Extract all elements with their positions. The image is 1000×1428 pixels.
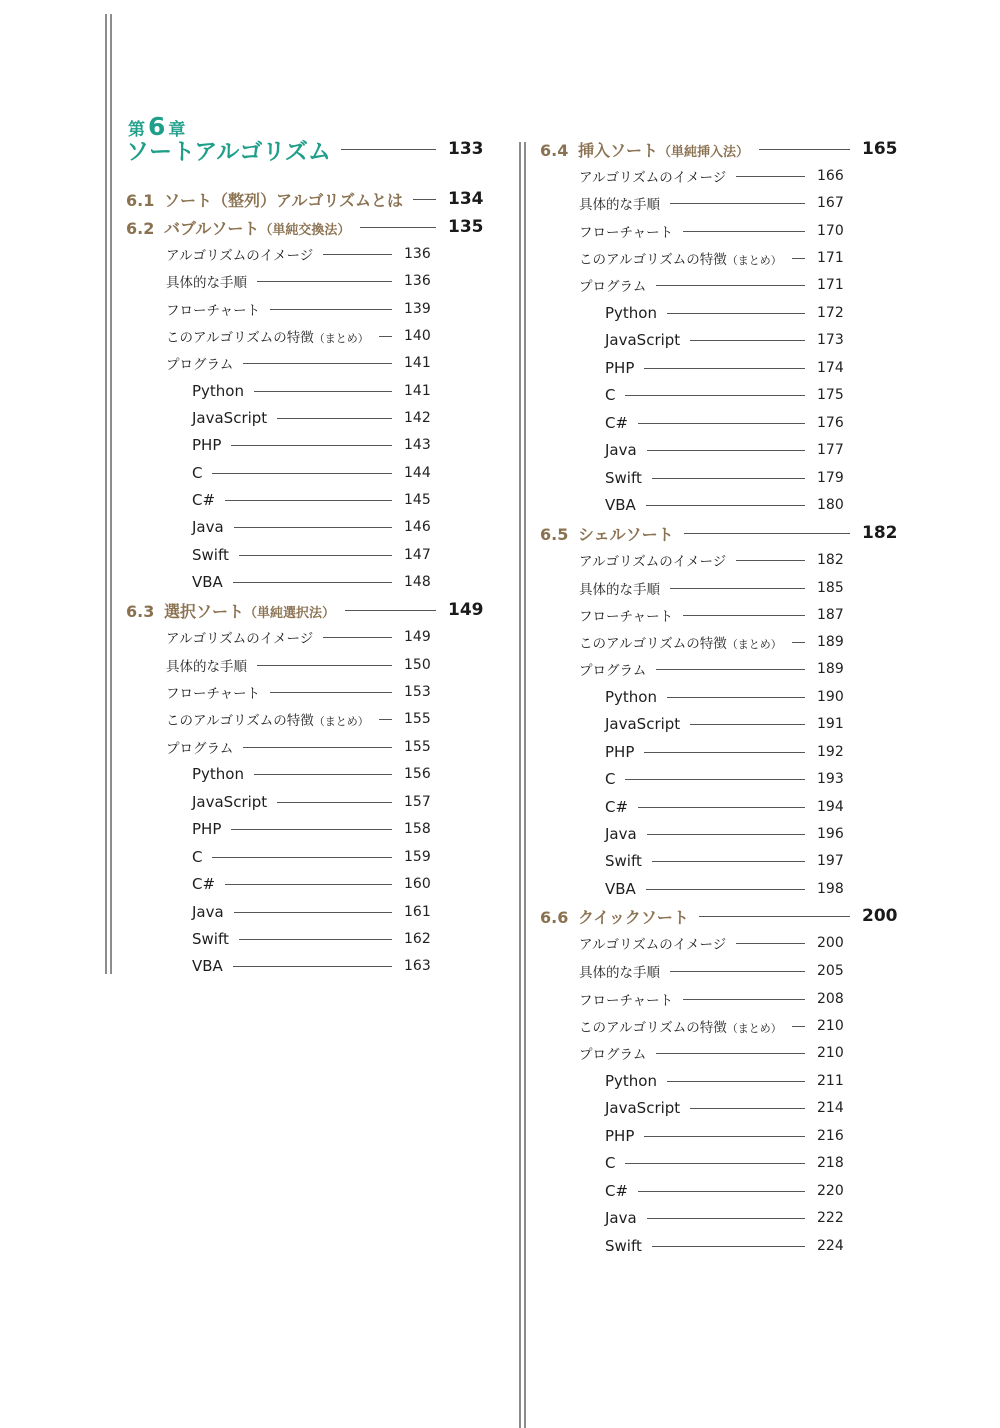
toc-item[interactable]: 具体的な手順 136: [166, 273, 431, 291]
toc-language-item[interactable]: VBA 180: [605, 496, 844, 514]
toc-item[interactable]: このアルゴリズムの特徴（まとめ） 189: [579, 634, 844, 652]
toc-language-item[interactable]: Swift 224: [605, 1237, 844, 1255]
toc-item[interactable]: このアルゴリズムの特徴（まとめ） 171: [579, 250, 844, 268]
toc-language-item[interactable]: Swift 179: [605, 469, 844, 487]
chapter-title-entry[interactable]: [126, 137, 486, 165]
toc-language-item[interactable]: Swift 197: [605, 852, 844, 870]
toc-item[interactable]: このアルゴリズムの特徴（まとめ） 155: [166, 711, 431, 729]
toc-language-item[interactable]: JavaScript 142: [192, 409, 431, 427]
toc-item[interactable]: プログラム 171: [579, 277, 844, 295]
toc-item[interactable]: アルゴリズムのイメージ 166: [579, 168, 844, 186]
toc-language-item[interactable]: VBA 163: [192, 957, 431, 975]
toc-item[interactable]: フローチャート 153: [166, 684, 431, 702]
toc-language-item[interactable]: Python 211: [605, 1072, 844, 1090]
section-title: 選択ソート: [164, 601, 245, 621]
toc-item[interactable]: プログラム 155: [166, 739, 431, 757]
chapter-title: ソートアルゴリズム: [126, 138, 331, 165]
toc-section-6-6[interactable]: [540, 904, 900, 928]
section-number: 6.2: [126, 218, 155, 238]
toc-item[interactable]: プログラム 189: [579, 661, 844, 679]
leader-line: [341, 149, 436, 150]
toc-item[interactable]: プログラム 141: [166, 355, 431, 373]
section-page: 182: [862, 523, 898, 543]
section-page: 135: [448, 217, 484, 237]
toc-language-item[interactable]: Java 146: [192, 518, 431, 536]
leader-line: [345, 610, 436, 611]
chapter-number-label: 第 6 章: [128, 112, 186, 141]
toc-language-item[interactable]: Python 172: [605, 304, 844, 322]
toc-item[interactable]: フローチャート 139: [166, 301, 431, 319]
section-number: 6.1: [126, 190, 155, 210]
section-title: ソート（整列）アルゴリズムとは: [164, 190, 404, 210]
section-title: 挿入ソート: [578, 140, 659, 160]
chapter-page: 133: [448, 139, 484, 159]
toc-item[interactable]: 具体的な手順 150: [166, 657, 431, 675]
toc-language-item[interactable]: VBA 198: [605, 880, 844, 898]
section-page: 200: [862, 906, 898, 926]
section-number: 6.3: [126, 601, 155, 621]
leader-line: [759, 149, 850, 150]
section-subtitle: （単純選択法）: [244, 605, 336, 621]
leader-line: [699, 916, 850, 917]
toc-language-item[interactable]: PHP 174: [605, 359, 844, 377]
toc-language-item[interactable]: C 193: [605, 770, 844, 788]
gutter-rule-1: [519, 142, 521, 1428]
toc-language-item[interactable]: Java 177: [605, 441, 844, 459]
toc-section-6-5[interactable]: [540, 521, 900, 545]
toc-language-item[interactable]: VBA 148: [192, 573, 431, 591]
toc-language-item[interactable]: PHP 192: [605, 743, 844, 761]
toc-language-item[interactable]: PHP 158: [192, 820, 431, 838]
toc-section-6-3[interactable]: [126, 598, 486, 622]
section-number: 6.4: [540, 140, 569, 160]
toc-item[interactable]: このアルゴリズムの特徴（まとめ） 210: [579, 1018, 844, 1036]
section-number: 6.5: [540, 524, 569, 544]
section-subtitle: （単純挿入法）: [658, 144, 750, 160]
toc-language-item[interactable]: PHP 143: [192, 436, 431, 454]
toc-language-item[interactable]: C# 194: [605, 798, 844, 816]
section-page: 165: [862, 139, 898, 159]
toc-item[interactable]: 具体的な手順 205: [579, 963, 844, 981]
toc-language-item[interactable]: C# 176: [605, 414, 844, 432]
toc-language-item[interactable]: JavaScript 214: [605, 1099, 844, 1117]
toc-section-6-1[interactable]: [126, 187, 486, 211]
left-margin-rule-1: [105, 14, 107, 974]
toc-language-item[interactable]: Swift 162: [192, 930, 431, 948]
toc-language-item[interactable]: Python 190: [605, 688, 844, 706]
toc-language-item[interactable]: Swift 147: [192, 546, 431, 564]
toc-item[interactable]: 具体的な手順 185: [579, 580, 844, 598]
toc-language-item[interactable]: C 159: [192, 848, 431, 866]
section-page: 149: [448, 600, 484, 620]
toc-language-item[interactable]: C# 145: [192, 491, 431, 509]
toc-item[interactable]: アルゴリズムのイメージ 182: [579, 552, 844, 570]
leader-line: [413, 199, 436, 200]
toc-language-item[interactable]: Java 161: [192, 903, 431, 921]
toc-language-item[interactable]: Java 222: [605, 1209, 844, 1227]
toc-language-item[interactable]: C 144: [192, 464, 431, 482]
toc-language-item[interactable]: PHP 216: [605, 1127, 844, 1145]
toc-language-item[interactable]: C# 220: [605, 1182, 844, 1200]
toc-section-6-4[interactable]: [540, 137, 900, 161]
toc-item[interactable]: アルゴリズムのイメージ 136: [166, 246, 431, 264]
leader-line: [684, 533, 850, 534]
toc-language-item[interactable]: Java 196: [605, 825, 844, 843]
section-title: クイックソート: [578, 907, 689, 927]
section-number: 6.6: [540, 907, 569, 927]
section-page: 134: [448, 189, 484, 209]
section-title: バブルソート: [164, 218, 260, 238]
toc-item[interactable]: このアルゴリズムの特徴（まとめ） 140: [166, 328, 431, 346]
toc-item[interactable]: フローチャート 187: [579, 607, 844, 625]
gutter-rule-2: [524, 142, 526, 1428]
toc-item[interactable]: アルゴリズムのイメージ 149: [166, 629, 431, 647]
left-margin-rule-2: [110, 14, 112, 974]
toc-item[interactable]: フローチャート 170: [579, 223, 844, 241]
toc-language-item[interactable]: Python 141: [192, 382, 431, 400]
chapter-number: 6: [148, 112, 166, 141]
toc-language-item[interactable]: C 218: [605, 1154, 844, 1172]
toc-language-item[interactable]: JavaScript 173: [605, 331, 844, 349]
toc-language-item[interactable]: C# 160: [192, 875, 431, 893]
toc-language-item[interactable]: C 175: [605, 386, 844, 404]
leader-line: [360, 227, 436, 228]
toc-item[interactable]: 具体的な手順 167: [579, 195, 844, 213]
toc-language-item[interactable]: Python 156: [192, 765, 431, 783]
toc-item[interactable]: アルゴリズムのイメージ 200: [579, 935, 844, 953]
toc-item[interactable]: プログラム 210: [579, 1045, 844, 1063]
toc-language-item[interactable]: JavaScript 191: [605, 715, 844, 733]
toc-language-item[interactable]: JavaScript 157: [192, 793, 431, 811]
toc-item[interactable]: フローチャート 208: [579, 991, 844, 1009]
section-subtitle: （単純交換法）: [259, 222, 351, 238]
section-title: シェルソート: [578, 524, 674, 544]
toc-section-6-2[interactable]: [126, 215, 486, 239]
